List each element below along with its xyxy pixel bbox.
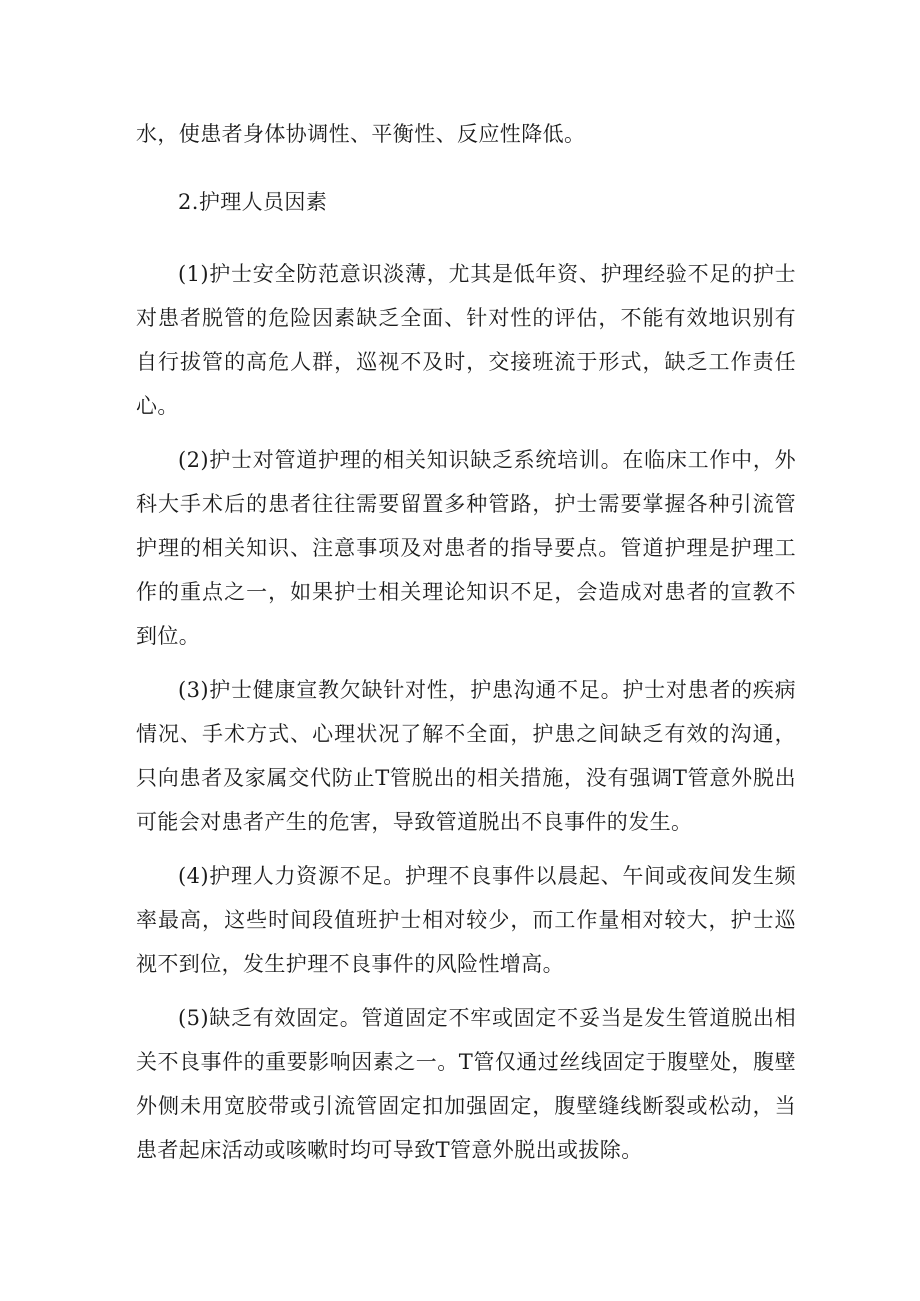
paragraph-5: (5)缺乏有效固定。管道固定不牢或固定不妥当是发生管道脱出相关不良事件的重要影响因素之一。T管仅通过丝线固定于腹壁处，腹壁外侧未用宽胶带或引流管固定扣加强固定，腹壁缝线断裂或松动，当患者起床活动或咳嗽时均可导致T管意外脱出或拔除。 [136,1006,796,1162]
lead-paragraph: 水，使患者身体协调性、平衡性、反应性降低。 [136,122,586,146]
paragraph-3: (3)护士健康宣教欠缺针对性，护患沟通不足。护士对患者的疾病情况、手术方式、心理状况了解不全面，护患之间缺乏有效的沟通，只向患者及家属交代防止T管脱出的相关措施，没有强调T管意外脱出可能会对患者产生的危害，导致管道脱出不良事件的发生。 [136,678,796,834]
paragraph-2: (2)护士对管道护理的相关知识缺乏系统培训。在临床工作中，外科大手术后的患者往往需要留置多种管路，护士需要掌握各种引流管护理的相关知识、注意事项及对患者的指导要点。管道护理是护理工作的重点之一，如果护士相关理论知识不足，会造成对患者的宣教不到位。 [136,448,796,648]
paragraph-4: (4)护理人力资源不足。护理不良事件以晨起、午间或夜间发生频率最高，这些时间段值班护士相对较少，而工作量相对较大，护士巡视不到位，发生护理不良事件的风险性增高。 [136,864,796,976]
paragraph-1: (1)护士安全防范意识淡薄，尤其是低年资、护理经验不足的护士对患者脱管的危险因素缺乏全面、针对性的评估，不能有效地识别有自行拔管的高危人群，巡视不及时，交接班流于形式，缺乏工作责任心。 [136,262,796,418]
section-heading: 2.护理人员因素 [178,190,328,214]
